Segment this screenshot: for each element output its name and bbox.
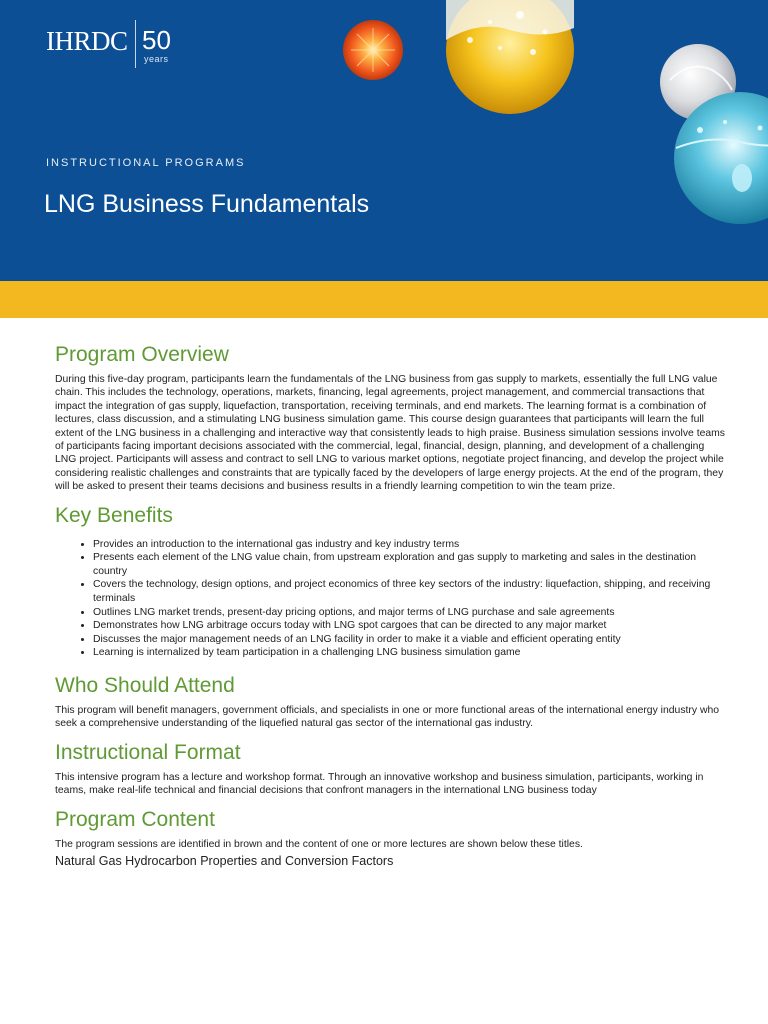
key-benefits-list xyxy=(55,538,725,660)
logo-years-label: years xyxy=(144,54,169,64)
program-overview-heading: Program Overview xyxy=(55,343,229,366)
instructional-format-section xyxy=(55,740,725,798)
who-should-attend-heading: Who Should Attend xyxy=(55,674,235,697)
instructional-format-heading: Instructional Format xyxy=(55,740,241,764)
page-title: LNG Business Fundamentals xyxy=(44,190,370,218)
program-content-subheading: Natural Gas Hydrocarbon Properties and Conversion Factors xyxy=(55,854,394,869)
key-benefits-heading: Key Benefits xyxy=(55,503,173,527)
list-item: • Covers the technology, design options, and project economics of three key sectors of the industry: liquefaction, shipping, and receiving terminals xyxy=(93,578,725,605)
list-item: • Presents each element of the LNG value chain, from upstream exploration and gas supply to marketing and sales in the destination country xyxy=(93,551,725,578)
who-should-attend-section xyxy=(55,673,725,731)
logo-anniversary-number: 50 xyxy=(142,25,171,55)
logo-divider xyxy=(135,20,136,68)
logo-text: IHRDC xyxy=(46,26,128,56)
header-banner xyxy=(0,0,768,281)
program-overview-section xyxy=(55,342,725,494)
key-benefits-section xyxy=(55,503,725,660)
list-item: • Provides an introduction to the international gas industry and key industry terms xyxy=(93,538,725,552)
program-content-text: The program sessions are identified in brown and the content of one or more lectures are shown below these titles. xyxy=(55,838,583,850)
list-item: • Demonstrates how LNG arbitrage occurs today with LNG spot cargoes that can be directed to any major market xyxy=(93,619,725,633)
who-should-attend-text: This program will benefit managers, government officials, and specialists in one or more functional areas of the international energy industry who seek a comprehensive understanding of the liquefied natural gas sector of the international gas industry. xyxy=(55,705,720,730)
list-item: • Outlines LNG market trends, present-day pricing options, and major terms of LNG purchase and sale agreements xyxy=(93,606,725,620)
list-item: • Learning is internalized by team participation in a challenging LNG business simulation game xyxy=(93,646,725,660)
program-content-heading: Program Content xyxy=(55,807,215,831)
program-content-section xyxy=(55,807,725,868)
gold-accent-band xyxy=(0,281,768,318)
instructional-format-text: This intensive program has a lecture and workshop format. Through an innovative workshop and business simulation, participants, working in teams, make real-life technical and financial decisions that confront managers in the international LNG business today xyxy=(55,771,704,797)
section-kicker: INSTRUCTIONAL PROGRAMS xyxy=(46,157,246,169)
program-overview-text: During this five-day program, participants learn the fundamentals of the LNG business from gas supply to markets, essentially the full LNG value chain. This includes the technology, operations, markets, financing, legal agreements, project management, and commercial transactions that impact the integration of gas supply, liquefaction, transportation, receiving terminals, and end markets. The learning format is a combination of lectures, class discussion, and a stimulating LNG business simulation game. This course design guarantees that participants will learn the full extent of the LNG business in a challenging and interactive way that consistently leads to high praise. Business simulation sessions involve teams of participants facing important decisions associated with the commercial, legal, financial, design, planning, and development of a challenging LNG project. Participants will assess and contract to sell LNG to various market options, negotiate project financing, and develop the project while considering realistic challenges and constraints that are typically faced by the developers of large energy projects. At the end of the program, they will be asked to present their teams decisions and business results in a friendly learning competition to win the team prize. xyxy=(55,374,725,493)
document-body xyxy=(55,342,725,868)
list-item: • Discusses the major management needs of an LNG facility in order to make it a viable and efficient operating entity xyxy=(93,633,725,647)
